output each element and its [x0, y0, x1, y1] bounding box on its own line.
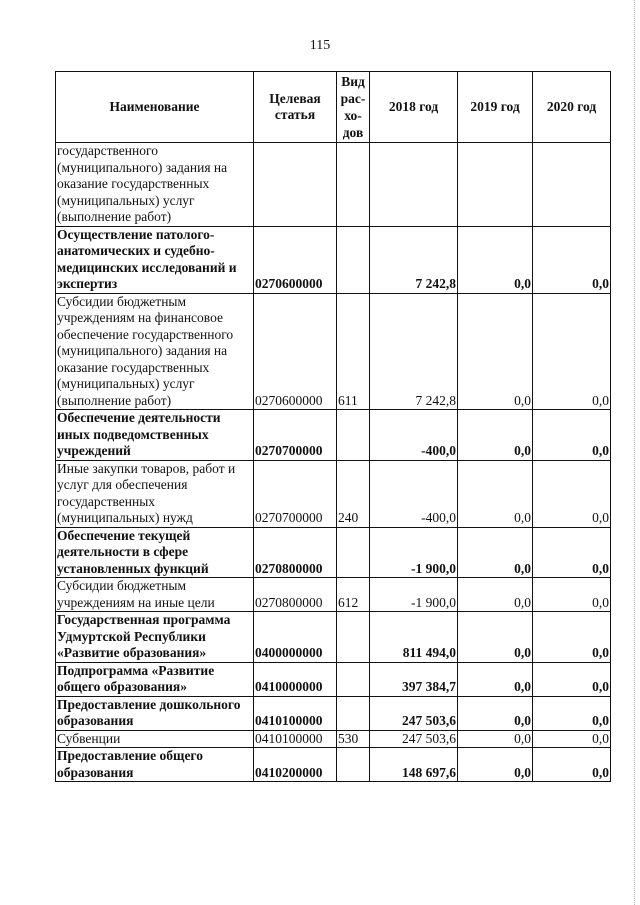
row-2018: 247 503,6: [370, 696, 458, 730]
table-row: [56, 730, 611, 748]
row-expense-type: [337, 748, 370, 782]
row-2020: 0,0: [533, 748, 611, 782]
row-expense-type: [337, 662, 370, 696]
row-2020: 0,0: [533, 730, 611, 748]
row-code: 0270800000: [254, 578, 337, 612]
row-name: Субсидии бюджетным учреждениям на финансовое обеспечение государственного (муниципального) задания на оказание государственных (муниципальных) услуг (выполнение работ): [56, 293, 254, 410]
row-name: Предоставление дошкольного образования: [56, 696, 254, 730]
row-2020: 0,0: [533, 460, 611, 527]
budget-table: [55, 71, 611, 782]
row-2018: 148 697,6: [370, 748, 458, 782]
row-expense-type: [337, 527, 370, 578]
table-row: [56, 410, 611, 461]
row-2019: 0,0: [458, 662, 533, 696]
row-name: государственного (муниципального) задания на оказание государственных (муниципальных) услуг (выполнение работ): [56, 143, 254, 227]
row-2019: 0,0: [458, 460, 533, 527]
row-name: Субсидии бюджетным учреждениям на иные цели: [56, 578, 254, 612]
row-2020: 0,0: [533, 410, 611, 461]
row-2019: 0,0: [458, 696, 533, 730]
row-2019: 0,0: [458, 527, 533, 578]
row-2020: 0,0: [533, 226, 611, 293]
row-2018: 7 242,8: [370, 293, 458, 410]
table-row: [56, 662, 611, 696]
row-2020: 0,0: [533, 612, 611, 663]
row-name: Обеспечение текущей деятельности в сфере установленных функций: [56, 527, 254, 578]
row-code: 0410100000: [254, 696, 337, 730]
row-2018: 7 242,8: [370, 226, 458, 293]
table-row: [56, 143, 611, 227]
row-expense-type: 612: [337, 578, 370, 612]
row-code: 0270800000: [254, 527, 337, 578]
row-expense-type: 611: [337, 293, 370, 410]
row-expense-type: 240: [337, 460, 370, 527]
column-header-expense-type: Вид рас-хо-дов: [337, 72, 370, 143]
table-row: [56, 460, 611, 527]
row-name: Предоставление общего образования: [56, 748, 254, 782]
row-expense-type: [337, 226, 370, 293]
column-header-2019: 2019 год: [458, 72, 533, 143]
row-name: Субвенции: [56, 730, 254, 748]
row-2019: 0,0: [458, 226, 533, 293]
row-code: 0270700000: [254, 460, 337, 527]
page-number: 115: [309, 38, 331, 53]
row-name: Государственная программа Удмуртской Республики «Развитие образования»: [56, 612, 254, 663]
table-row: [56, 226, 611, 293]
row-2020: 0,0: [533, 578, 611, 612]
row-expense-type: [337, 696, 370, 730]
column-header-2020: 2020 год: [533, 72, 611, 143]
row-code: 0270700000: [254, 410, 337, 461]
row-name: Обеспечение деятельности иных подведомственных учреждений: [56, 410, 254, 461]
row-name: Подпрограмма «Развитие общего образования»: [56, 662, 254, 696]
table-row: [56, 527, 611, 578]
row-code: 0410200000: [254, 748, 337, 782]
table-row: [56, 578, 611, 612]
row-code: 0270600000: [254, 293, 337, 410]
table-row: [56, 696, 611, 730]
row-2018: -1 900,0: [370, 578, 458, 612]
row-2019: 0,0: [458, 293, 533, 410]
row-2020: 0,0: [533, 662, 611, 696]
row-2018: 397 384,7: [370, 662, 458, 696]
row-code: 0270600000: [254, 226, 337, 293]
row-expense-type: [337, 612, 370, 663]
row-2019: 0,0: [458, 748, 533, 782]
row-2019: 0,0: [458, 612, 533, 663]
row-code: [254, 143, 337, 227]
row-2018: 247 503,6: [370, 730, 458, 748]
row-expense-type: [337, 410, 370, 461]
row-2018: 811 494,0: [370, 612, 458, 663]
row-expense-type: 530: [337, 730, 370, 748]
row-2020: [533, 143, 611, 227]
column-header-2018: 2018 год: [370, 72, 458, 143]
row-name: Иные закупки товаров, работ и услуг для обеспечения государственных (муниципальных) нужд: [56, 460, 254, 527]
row-2019: [458, 143, 533, 227]
row-2019: 0,0: [458, 410, 533, 461]
row-2019: 0,0: [458, 730, 533, 748]
table-row: [56, 748, 611, 782]
row-2020: 0,0: [533, 293, 611, 410]
scan-edge-divider: [634, 0, 636, 905]
row-name: Осуществление патолого-анатомических и судебно-медицинских исследований и экспертиз: [56, 226, 254, 293]
row-2019: 0,0: [458, 578, 533, 612]
table-row: [56, 293, 611, 410]
row-2018: -1 900,0: [370, 527, 458, 578]
column-header-code: Целевая статья: [254, 72, 337, 143]
table-row: [56, 612, 611, 663]
row-code: 0400000000: [254, 612, 337, 663]
row-expense-type: [337, 143, 370, 227]
row-2020: 0,0: [533, 527, 611, 578]
column-header-name: Наименование: [56, 72, 254, 143]
row-2020: 0,0: [533, 696, 611, 730]
row-2018: -400,0: [370, 460, 458, 527]
row-code: 0410100000: [254, 730, 337, 748]
table-header-row: [56, 72, 611, 143]
row-2018: -400,0: [370, 410, 458, 461]
row-code: 0410000000: [254, 662, 337, 696]
row-2018: [370, 143, 458, 227]
